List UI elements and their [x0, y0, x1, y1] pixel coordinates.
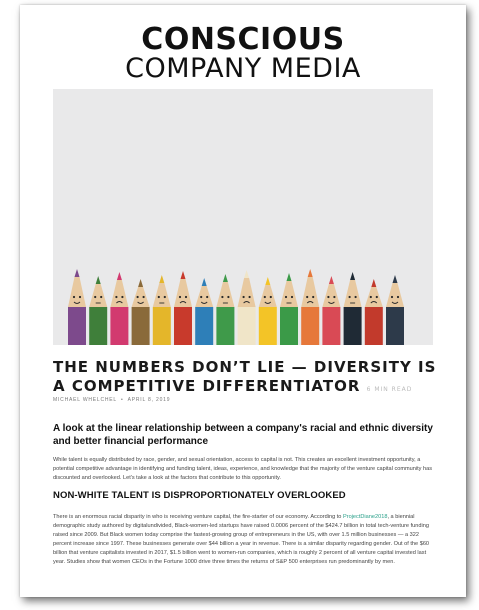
- para2-text-a: There is an enormous racial disparity in who is receiving venture capital, the fire-starter of our economy. According to: [53, 514, 343, 520]
- read-time: 6 MIN READ: [366, 386, 413, 393]
- pencil: [280, 273, 298, 345]
- article-page: [20, 5, 466, 597]
- pencil: [216, 274, 234, 345]
- article-subtitle: A look at the linear relationship between a company's racial and ethnic diversity and better financial performance: [53, 423, 433, 447]
- publish-date: APRIL 8, 2019: [127, 397, 171, 403]
- brand-logo-line1: CONSCIOUS: [141, 22, 345, 57]
- projectdiane-link[interactable]: ProjectDiane2018: [342, 514, 388, 520]
- pencil: [259, 277, 277, 345]
- article-headline: [53, 358, 443, 399]
- section-heading: NON-WHITE TALENT IS DISPROPORTIONATELY OVERLOOKED: [53, 490, 346, 501]
- pencil: [174, 271, 192, 345]
- pencil: [89, 276, 107, 345]
- pencil: [344, 272, 362, 345]
- pencil: [365, 279, 383, 345]
- pencil: [68, 269, 86, 345]
- headline-text: THE NUMBERS DON’T LIE — DIVERSITY IS A COMPETITIVE DIFFERENTIATOR: [53, 358, 437, 395]
- pencil: [195, 278, 213, 345]
- pencil: [386, 275, 404, 345]
- byline: [53, 397, 170, 403]
- hero-image: [53, 89, 433, 345]
- pencil: [132, 279, 150, 345]
- pencil: [238, 270, 256, 345]
- intro-paragraph: While talent is equally distributed by race, gender, and sexual orientation, access to capital is not. This creates an excellent investment opportunity, a potential competitive advantage in identifying and funding talent, ideas, experience, and knowledge that the majority of the venture capital community has discounted and overlooked. Let's take a look at the factors that contribute to this opportunity.: [53, 457, 433, 481]
- pencil: [301, 269, 319, 345]
- colored-pencils-with-faces-image: [53, 89, 433, 345]
- body-paragraph: [53, 513, 438, 567]
- pencil: [153, 275, 171, 345]
- brand-logo-line2: COMPANY MEDIA: [125, 53, 361, 84]
- pencil: [322, 276, 340, 345]
- author-link[interactable]: MICHAEL WHELCHEL: [53, 397, 118, 403]
- para2-text-b: , a biennial demographic study authored by digitalundivided, Black-women-led startups have raised 0.0006 percent of the $424.7 billion in total tech-venture funding raised since 2009. But Black women today comprise the fastest-growing group of entrepreneurs in the US, with over 1.5 million businesses — a 322 percent increase since 1997. These businesses generate over $44 billion a year in revenue. There is a similar disparity regarding gender. Out of the $60 billion that venture capitalists invested in 2017, $1.5 billion went to women-run companies, which is roughly 2 percent of all venture capital invested last year. Studies show that women CEOs in the Fortune 1000 drive three times the returns of S&P 500 enterprises run predominantly by men.: [53, 514, 430, 565]
- byline-separator: •: [121, 397, 124, 403]
- pencil: [110, 272, 128, 345]
